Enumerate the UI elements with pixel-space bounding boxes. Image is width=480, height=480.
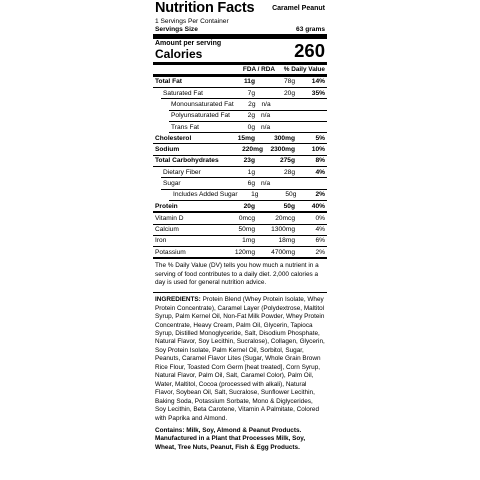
micronutrient-amount: 1mg	[242, 237, 255, 245]
nutrient-amount: 23g	[243, 157, 255, 165]
nutrient-fda: n/a	[261, 180, 271, 187]
micronutrient-fda: 1300mg	[271, 226, 295, 234]
nutrient-fda: 78g	[283, 78, 295, 86]
nutrient-dv: 8%	[315, 157, 325, 165]
nutrient-row-polyunsaturated-fat	[169, 111, 327, 122]
micronutrient-amount: 120mg	[234, 248, 255, 256]
nutrient-name: Trans Fat	[171, 123, 199, 131]
nutrient-amount: 220mg	[242, 146, 263, 154]
servings-per-container: 1 Servings Per Container	[155, 18, 229, 25]
serving-size-row	[153, 26, 327, 34]
micronutrient-amount: 0mcg	[238, 214, 255, 222]
nutrient-dv: 10%	[311, 146, 325, 154]
nutrition-label	[153, 0, 327, 480]
ingredients-text: Protein Blend (Whey Protein Isolate, Whey Protein Concentrate), Caramel Layer (Polydextrose, Maltitol Syrup, Palm Kernel Oil, Non-Fat Milk Powder, Whey Protein Concentrate, Heavy Cream, Palm Oil, Glycerin, Tapioca Syrup, Distilled Monoglyceride, Salt, Disodium Phosphate, Natural Flavor, Soy Lecithin, Sucralose), Collagen, Glycerin, Soy Protein Isolate, Palm Kernel Oil, Sorbitol, Sugar, Peanuts, Caramel Flavor Lites (Sugar, Whole Grain Brown Rice Flour, Toasted Corn Germ [heat treated], Corn Syrup, Natural Flavor, Palm Oil, Salt, Caramel Color), Palm Oil, Water, Maltitol, Cocoa (processed with alkali), Natural Flavor, Soybean Oil, Salt, Sucralose, Sunflower Lecithin, Baking Soda, Potassium Sorbate, Mono & Diglycerides, Soy Lecithin, Beta Carotene, Vitamin A Palmitate, Colored with Paprika and Almond.	[155, 296, 325, 422]
nutrient-row-monounsaturated-fat	[169, 99, 327, 110]
nutrient-row-protein	[153, 201, 327, 213]
nutrient-dv: 5%	[315, 134, 325, 142]
nutrient-row-added-sugar	[169, 190, 327, 201]
nutrient-row-sugar	[161, 178, 327, 189]
micronutrient-name: Calcium	[155, 226, 179, 234]
nutrient-dv: 2%	[315, 191, 325, 199]
nutrient-fda: 50g	[285, 191, 297, 199]
nutrient-amount: 15mg	[237, 134, 255, 142]
column-header-row	[153, 65, 327, 74]
nutrient-row-cholesterol	[153, 133, 327, 144]
nutrient-fda: 300mg	[274, 134, 295, 142]
nutrient-dv: 35%	[311, 89, 325, 97]
nutrient-fda: 275g	[279, 157, 295, 165]
ingredients-heading: INGREDIENTS:	[155, 296, 201, 304]
micronutrient-row-vitamin-d	[153, 213, 327, 224]
nutrient-row-saturated-fat	[161, 88, 327, 99]
micronutrient-fda: 18mg	[278, 237, 295, 245]
nutrient-name: Total Carbohydrates	[155, 157, 219, 165]
nutrient-fda: n/a	[261, 112, 271, 120]
amount-per-serving-label: Amount per serving	[155, 40, 222, 48]
flavor-name: Caramel Peanut	[272, 5, 325, 12]
nutrient-name: Polyunsaturated Fat	[171, 112, 231, 120]
nutrient-amount: 2g	[247, 112, 255, 120]
micronutrient-row-calcium	[153, 225, 327, 236]
label-title: Nutrition Facts	[155, 0, 255, 16]
nutrient-row-trans-fat	[169, 122, 327, 133]
micronutrient-row-iron	[153, 236, 327, 247]
nutrient-fda: n/a	[261, 123, 271, 131]
nutrient-amount: 6g	[247, 180, 255, 187]
micronutrient-name: Vitamin D	[155, 214, 184, 222]
nutrient-name: Monounsaturated Fat	[171, 100, 234, 108]
nutrient-name: Sodium	[155, 146, 180, 154]
allergen-statement: Contains: Milk, Soy, Almond & Peanut Products. Manufactured in a Plant that Processes Milk, Soy, Wheat, Tree Nuts, Peanut, Fish & Egg Products.	[155, 426, 306, 451]
nutrient-fda: 2300mg	[270, 146, 295, 154]
micronutrient-fda: 20mcg	[275, 214, 295, 222]
nutrient-name: Total Fat	[155, 78, 182, 86]
nutrient-amount: 0g	[247, 123, 255, 131]
nutrient-dv: 4%	[315, 168, 325, 176]
nutrient-name: Saturated Fat	[163, 89, 203, 97]
nutrient-row-dietary-fiber	[161, 167, 327, 178]
nutrient-amount: 2g	[248, 100, 256, 108]
micronutrient-amount: 50mg	[238, 226, 255, 234]
calories-value: 260	[294, 40, 325, 62]
micronutrient-dv: 4%	[315, 226, 325, 234]
nutrient-amount: 11g	[244, 78, 255, 86]
ingredients-block	[153, 293, 327, 423]
micronutrient-fda: 4700mg	[271, 248, 295, 256]
micronutrient-row-potassium	[153, 247, 327, 259]
nutrient-row-total-fat	[153, 77, 327, 88]
micronutrient-name: Iron	[155, 237, 167, 245]
nutrient-row-total-carbohydrates	[153, 156, 327, 167]
serving-size-value: 63 grams	[296, 25, 325, 33]
calories-block	[153, 39, 327, 62]
label-header	[153, 0, 327, 18]
nutrient-fda: 50g	[283, 202, 295, 210]
nutrient-name: Protein	[155, 202, 178, 210]
micronutrient-dv: 0%	[315, 214, 325, 222]
nutrient-fda: n/a	[261, 100, 271, 108]
nutrient-name: Dietary Fiber	[163, 168, 201, 176]
nutrient-name: Cholesterol	[155, 134, 192, 142]
nutrient-name: Sugar	[163, 180, 181, 187]
serving-size-label: Servings Size	[155, 25, 198, 33]
daily-value-footnote: The % Daily Value (DV) tells you how much a nutrient in a serving of food contributes to a daily diet. 2,000 calories a day is used for general nutrition advice.	[155, 262, 319, 287]
nutrient-amount: 1g	[251, 191, 259, 199]
calories-label: Calories	[155, 47, 203, 62]
nutrient-name: Includes Added Sugar	[173, 191, 238, 199]
nutrient-amount: 7g	[247, 89, 255, 97]
nutrient-row-sodium	[153, 144, 327, 155]
nutrient-fda: 28g	[283, 168, 295, 176]
micronutrient-dv: 6%	[315, 237, 325, 245]
nutrient-dv: 40%	[311, 202, 325, 210]
micronutrient-name: Potassium	[155, 248, 186, 256]
nutrient-amount: 20g	[243, 202, 255, 210]
nutrient-amount: 1g	[247, 168, 255, 176]
nutrient-dv: 14%	[311, 78, 325, 86]
micronutrient-dv: 2%	[315, 248, 325, 256]
nutrient-fda: 20g	[283, 89, 295, 97]
fda-rda-header: FDA / RDA	[242, 65, 275, 73]
daily-value-header: % Daily Value	[283, 65, 325, 73]
